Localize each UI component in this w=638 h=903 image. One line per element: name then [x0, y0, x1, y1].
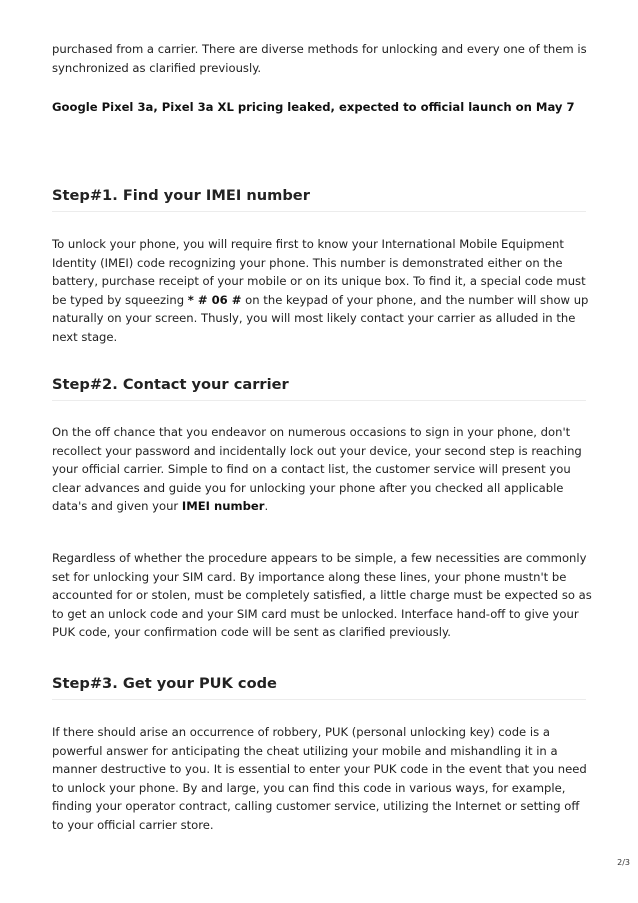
step2-text-after: . — [264, 499, 269, 514]
step3-heading: Step#3. Get your PUK code — [52, 674, 586, 700]
imei-code: * # 06 # — [187, 292, 242, 307]
intro-paragraph: purchased from a carrier. There are diverse methods for unlocking and every one of them is synchronized as clarified previously. — [52, 42, 587, 75]
step2-heading: Step#2. Contact your carrier — [52, 375, 586, 401]
step1-text-after: on the keypad of your phone, and the number will show up naturally on your screen. Thusly, you will most likely contact your carrier as alluded in the next stage. — [52, 292, 589, 344]
step2-text-before: On the off chance that you endeavor on numerous occasions to sign in your phone, don't recollect your password and incidentally lock out your device, your second step is reaching your official carrier. Simple to find on a contact list, the customer service will present you clear advances and guide you for unlocking your phone after you checked all applicable data's and given your — [52, 425, 582, 514]
related-article-link[interactable]: Google Pixel 3a, Pixel 3a XL pricing leaked, expected to official launch on May 7 — [52, 100, 575, 114]
imei-number-emphasis: IMEI number — [181, 499, 265, 514]
step2-paragraph-2: Regardless of whether the procedure appears to be simple, a few necessities are commonly set for unlocking your SIM card. By importance along these lines, your phone mustn't be accounted for or stolen, must be completely satisfied, a little charge must be expected so as to get an unlock code and your SIM card must be unlocked. Interface hand-off to give your PUK code, your confirmation code will be sent as clarified previously. — [52, 551, 592, 640]
step1-heading: Step#1. Find your IMEI number — [52, 186, 586, 212]
step2-paragraph-1 — [52, 423, 592, 516]
step1-text-before: To unlock your phone, you will require first to know your International Mobile Equipment Identity (IMEI) code recognizing your phone. This number is demonstrated either on the battery, purchase receipt of your mobile or on its unique box. To find it, a special code must be typed by squeezing — [52, 237, 586, 307]
page-number: 2/3 — [617, 858, 630, 867]
step1-paragraph — [52, 235, 592, 347]
step3-paragraph: If there should arise an occurrence of robbery, PUK (personal unlocking key) code is a powerful answer for anticipating the cheat utilizing your mobile and mishandling it in a manner destructive to you. It is essential to enter your PUK code in the event that you need to unlock your phone. By and large, you can find this code in various ways, for example, finding your operator contract, calling customer service, utilizing the Internet or setting off to your official carrier store. — [52, 725, 587, 832]
